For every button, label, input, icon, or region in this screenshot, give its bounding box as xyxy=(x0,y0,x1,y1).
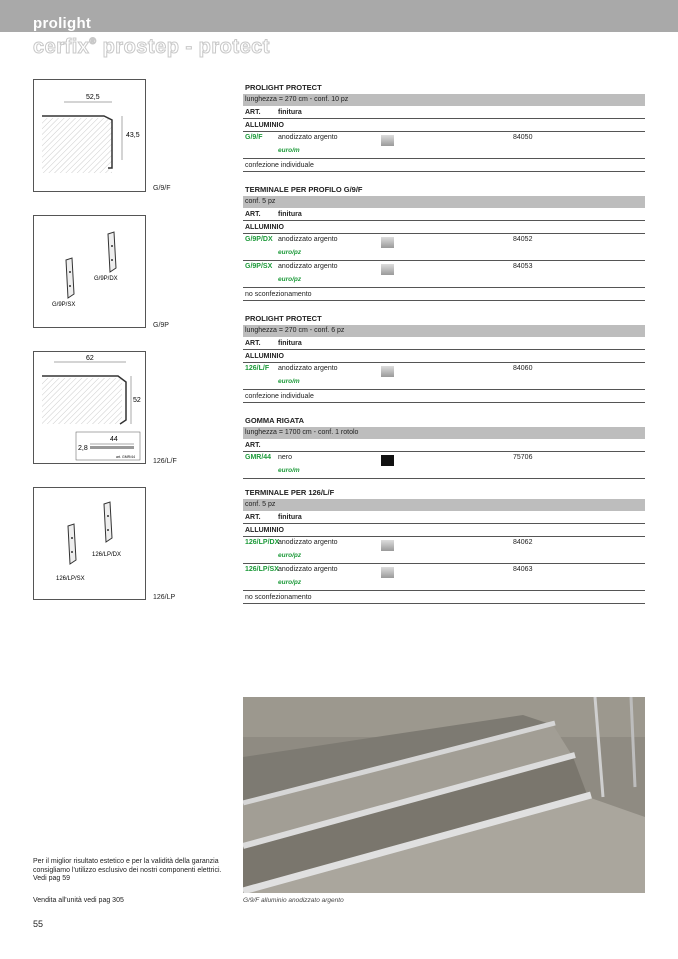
finish: anodizzato argento xyxy=(278,236,338,243)
table-row xyxy=(243,234,645,261)
page-number: 55 xyxy=(33,919,44,929)
brand-name: prolight xyxy=(33,15,92,32)
drawing-caption: 126/LP xyxy=(153,594,176,601)
price-unit: euro/m xyxy=(278,467,300,474)
item-number: 84050 xyxy=(513,134,533,141)
dim-height: 43,5 xyxy=(126,132,140,139)
color-swatch xyxy=(381,237,394,248)
material-row: ALLUMINIO xyxy=(243,119,645,132)
label-sx: G/9P/SX xyxy=(52,302,76,308)
article-code: G/9P/DX xyxy=(245,236,273,243)
finish: nero xyxy=(278,454,293,461)
rubber-label: art. GMR/44 xyxy=(116,455,136,459)
table-row xyxy=(243,564,645,591)
price-unit: euro/pz xyxy=(278,249,302,256)
price-unit: euro/m xyxy=(278,378,300,385)
table-row xyxy=(243,363,645,390)
warranty-note: Per il miglior risultato estetico e per la validità della garanzia consigliamo l'utilizzo esclusivo dei nostri componenti elettrici. Vedi pag 59 xyxy=(33,858,222,882)
color-swatch xyxy=(381,264,394,275)
price-unit: euro/pz xyxy=(278,276,302,283)
table-header: ART. finitura xyxy=(243,337,645,350)
finish: anodizzato argento xyxy=(278,566,338,573)
article-code: 126/LP/SX xyxy=(245,566,279,573)
product-photo xyxy=(243,697,645,893)
color-swatch xyxy=(381,455,394,466)
article-code: 126/L/F xyxy=(245,365,270,372)
price-unit: euro/pz xyxy=(278,579,302,586)
table-row xyxy=(243,537,645,564)
article-code: 126/LP/DX xyxy=(245,539,280,546)
section-title: PROLIGHT PROTECT xyxy=(245,314,322,323)
section-length-bar: conf. 5 pz xyxy=(243,499,645,511)
item-number: 84062 xyxy=(513,539,533,546)
section-title: GOMMA RIGATA xyxy=(245,416,305,425)
article-code: GMR/44 xyxy=(245,454,272,461)
dim-rubber-width: 44 xyxy=(110,436,118,443)
table-row xyxy=(243,452,645,479)
sale-note: Vendita all'unità vedi pag 305 xyxy=(33,897,124,904)
material-row: ALLUMINIO xyxy=(243,524,645,537)
drawing-caption: G/9P xyxy=(153,322,169,329)
section-gomma-rigata xyxy=(243,415,645,479)
drawing-g9p xyxy=(33,215,146,328)
packaging-note: confezione individuale xyxy=(243,390,645,403)
finish: anodizzato argento xyxy=(278,365,338,372)
table-header: ART. xyxy=(243,439,645,452)
item-number: 84052 xyxy=(513,236,533,243)
material-row: ALLUMINIO xyxy=(243,221,645,234)
section-length-bar: lunghezza = 1700 cm - conf. 1 rotolo xyxy=(243,427,645,439)
drawing-g9f xyxy=(33,79,146,192)
table-header: ART. finitura xyxy=(243,106,645,119)
section-title: TERMINALE PER 126/L/F xyxy=(245,488,335,497)
dim-width: 52,5 xyxy=(86,94,100,101)
item-number: 84063 xyxy=(513,566,533,573)
label-dx: G/9P/DX xyxy=(94,276,118,282)
drawing-caption: G/9/F xyxy=(153,185,171,192)
table-header: ART. finitura xyxy=(243,208,645,221)
finish: anodizzato argento xyxy=(278,539,338,546)
table-row xyxy=(243,132,645,159)
color-swatch xyxy=(381,135,394,146)
section-length-bar: conf. 5 pz xyxy=(243,196,645,208)
drawing-126lp xyxy=(33,487,146,600)
price-unit: euro/pz xyxy=(278,552,302,559)
section-length-bar: lunghezza = 270 cm - conf. 6 pz xyxy=(243,325,645,337)
section-terminale-126lf xyxy=(243,487,645,604)
packaging-note: no sconfezionamento xyxy=(243,288,645,301)
section-title: PROLIGHT PROTECT xyxy=(245,83,322,92)
packaging-note: no sconfezionamento xyxy=(243,591,645,604)
material-row: ALLUMINIO xyxy=(243,350,645,363)
header-bar xyxy=(0,0,678,32)
item-number: 84053 xyxy=(513,263,533,270)
price-unit: euro/m xyxy=(278,147,300,154)
dim-width: 62 xyxy=(86,355,94,362)
drawing-126lf xyxy=(33,351,146,464)
page-title: cerfix® prostep - protect xyxy=(33,36,270,58)
finish: anodizzato argento xyxy=(278,263,338,270)
color-swatch xyxy=(381,567,394,578)
article-code: G/9/F xyxy=(245,134,263,141)
item-number: 84060 xyxy=(513,365,533,372)
packaging-note: confezione individuale xyxy=(243,159,645,172)
section-length-bar: lunghezza = 270 cm - conf. 10 pz xyxy=(243,94,645,106)
table-header: ART. finitura xyxy=(243,511,645,524)
section-prolight-protect-2 xyxy=(243,313,645,403)
color-swatch xyxy=(381,366,394,377)
section-prolight-protect-1 xyxy=(243,82,645,172)
finish: anodizzato argento xyxy=(278,134,338,141)
dim-rubber-thickness: 2,8 xyxy=(78,445,88,452)
section-title: TERMINALE PER PROFILO G/9/F xyxy=(245,185,363,194)
photo-caption: G/9/F alluminio anodizzato argento xyxy=(243,897,344,904)
label-sx: 126/LP/SX xyxy=(56,576,85,582)
item-number: 75706 xyxy=(513,454,533,461)
section-terminale-g9f xyxy=(243,184,645,301)
label-dx: 126/LP/DX xyxy=(92,552,122,558)
article-code: G/9P/SX xyxy=(245,263,273,270)
dim-height: 52 xyxy=(133,397,141,404)
color-swatch xyxy=(381,540,394,551)
table-row xyxy=(243,261,645,288)
drawing-caption: 126/L/F xyxy=(153,458,177,465)
